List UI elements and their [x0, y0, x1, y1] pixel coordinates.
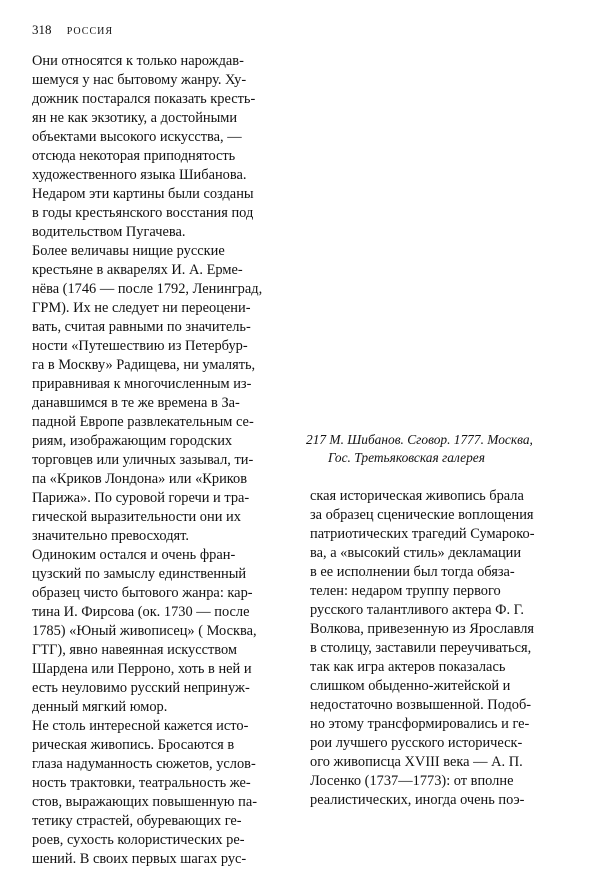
- caption-line: 217 М. Шибанов. Сговор. 1777. Москва,: [306, 432, 533, 447]
- text-line: роев, сухость колористических ре-: [32, 832, 245, 848]
- text-line: Более величавы нищие русские: [32, 243, 225, 259]
- text-line: крестьяне в акварелях И. А. Ермe-: [32, 262, 243, 278]
- text-line: ян не как экзотику, а достойными: [32, 110, 238, 126]
- text-line: слишком обыденно-житейской и: [310, 678, 511, 694]
- text-line: за образец сценические воплощения: [310, 507, 534, 523]
- text-line: данавшимся в те же времена в За-: [32, 395, 240, 411]
- text-line: ГТГ), явно навеянная искусством: [32, 642, 237, 658]
- text-line: но этому трансформировались и ге-: [310, 716, 530, 732]
- text-line: 1785) «Юный живописец» ( Москва,: [32, 623, 257, 639]
- text-line: торговцев или уличных зазывал, ти-: [32, 452, 254, 468]
- text-line: Они относятся к только нарождав-: [32, 53, 244, 69]
- text-line: в годы крестьянского восстания под: [32, 205, 254, 221]
- text-line: нёва (1746 — после 1792, Ленинград,: [32, 281, 263, 297]
- text-line: недостаточно возвышенной. Подоб-: [310, 697, 532, 713]
- text-line: отсюда некоторая приподнятость: [32, 148, 236, 164]
- caption-line: Гос. Третьяковская галерея: [328, 450, 485, 465]
- text-line: Лосенко (1737—1773): от вполне: [310, 773, 514, 789]
- text-line: ого живописца XVIII века — А. П.: [310, 754, 523, 770]
- text-line: тетику страстей, обуревающих ге-: [32, 813, 242, 829]
- text-line: Волкова, привезенную из Ярославля: [310, 621, 535, 637]
- text-line: дожник постарался показать кресть-: [32, 91, 256, 107]
- text-line: стов, выражающих повышенную па-: [32, 794, 258, 810]
- text-line: есть неуловимо русский непринуж-: [32, 680, 250, 696]
- text-line: тина И. Фирсова (ок. 1730 — после: [32, 604, 250, 620]
- text-line: ва, а «высокий стиль» декламации: [310, 545, 522, 561]
- section-title: РОССИЯ: [66, 26, 114, 37]
- text-line: в ее исполнении был тогда обяза-: [310, 564, 515, 580]
- text-line: объектами высокого искусства, —: [32, 129, 242, 145]
- text-line: Не столь интересной кажется исто-: [32, 718, 249, 734]
- text-line: Недаром эти картины были созданы: [32, 186, 254, 202]
- text-line: риям, изображающим городских: [32, 433, 233, 449]
- text-line: приравнивая к многочисленным из-: [32, 376, 252, 392]
- text-line: так как игра актеров показалась: [310, 659, 506, 675]
- text-line: Одиноким остался и очень фран-: [32, 547, 236, 563]
- text-line: ность трактовки, театральность же-: [32, 775, 251, 791]
- right-text-column: [310, 487, 582, 810]
- text-line: ГРМ). Их не следует ни переоцени-: [32, 300, 251, 316]
- text-line: цузский по замыслу единственный: [32, 566, 247, 582]
- text-line: вать, считая равными по значитель-: [32, 319, 251, 335]
- text-line: Шардена или Перроно, хоть в ней и: [32, 661, 252, 677]
- running-head: [32, 22, 113, 38]
- text-line: русского талантливого актера Ф. Г.: [310, 602, 524, 618]
- text-line: художественного языка Шибанова.: [32, 167, 247, 183]
- page-number: 318: [32, 22, 52, 37]
- text-line: рои лучшего русского историческ-: [310, 735, 523, 751]
- text-line: патриотических трагедий Сумароко-: [310, 526, 535, 542]
- text-line: шемуся у нас бытовому жанру. Ху-: [32, 72, 247, 88]
- text-line: водительством Пугачева.: [32, 224, 186, 240]
- text-line: глаза надуманность сюжетов, услов-: [32, 756, 256, 772]
- text-line: га в Москву» Радищева, ни умалять,: [32, 357, 256, 373]
- text-line: падной Европе развлекательным се-: [32, 414, 254, 430]
- text-line: образец чисто бытового жанра: кар-: [32, 585, 253, 601]
- text-line: Парижа». По суровой горечи и тра-: [32, 490, 250, 506]
- text-line: денный мягкий юмор.: [32, 699, 168, 715]
- text-line: гической выразительности они их: [32, 509, 241, 525]
- text-line: рическая живопись. Бросаются в: [32, 737, 235, 753]
- text-line: в столицу, заставили переучиваться,: [310, 640, 532, 656]
- text-line: значительно превосходят.: [32, 528, 189, 544]
- text-line: шений. В своих первых шагах рус-: [32, 851, 247, 867]
- text-line: ности «Путешествию из Петербур-: [32, 338, 248, 354]
- text-line: па «Криков Лондона» или «Криков: [32, 471, 248, 487]
- text-line: ская историческая живопись брала: [310, 488, 524, 504]
- figure-caption: [306, 431, 586, 467]
- text-line: реалистических, иногда очень поэ-: [310, 792, 525, 808]
- left-text-column: [32, 52, 294, 869]
- text-line: телен: недаром труппу первого: [310, 583, 501, 599]
